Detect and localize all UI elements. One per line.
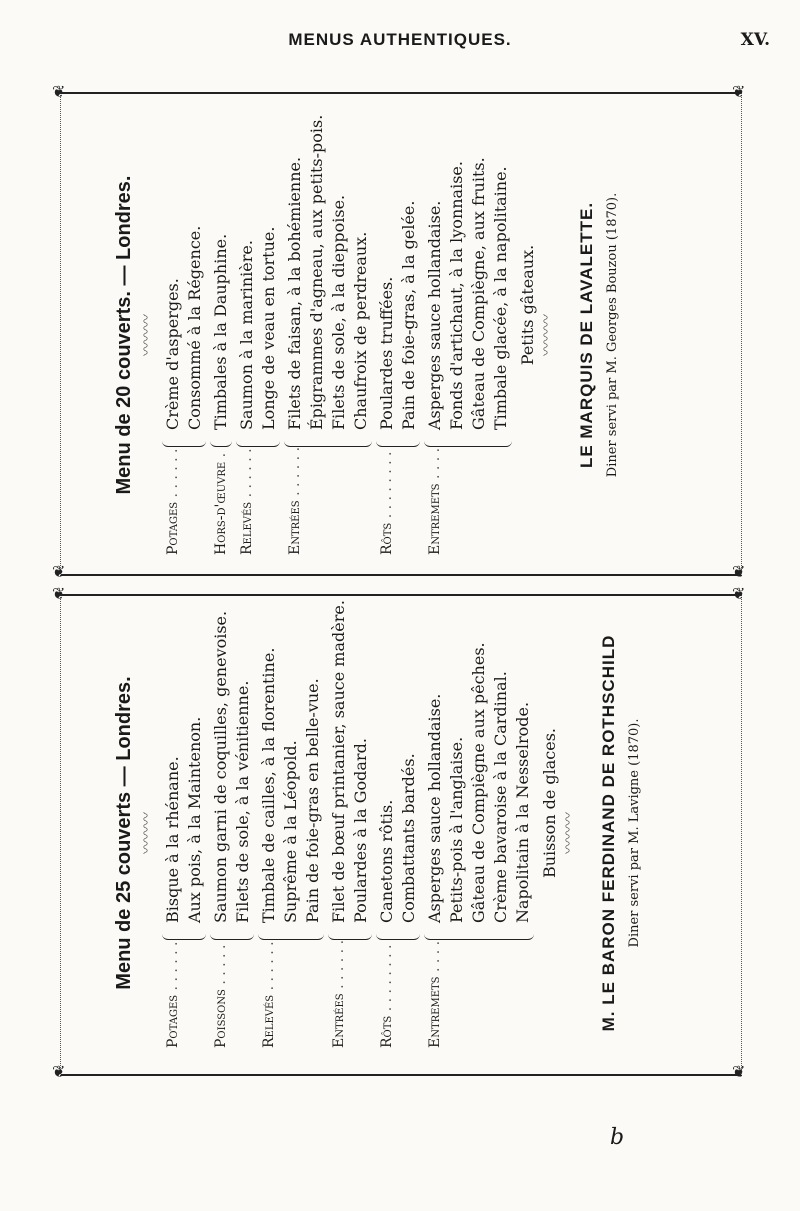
brace (376, 436, 420, 447)
dish: Timbale glacée, à la napolitaine. (491, 166, 510, 430)
section-label: Entrées . . . (328, 940, 372, 1048)
brace (424, 929, 534, 940)
dish: Filets de sole, à la vénitienne. (233, 680, 252, 923)
dish: Fonds d'artichaut, à la lyonnaise. (447, 161, 466, 430)
dish: Timbales à la Dauphine. (211, 233, 230, 430)
brace (424, 436, 512, 447)
dish: Bisque à la rhénane. (163, 756, 182, 923)
dish: Filets de sole, à la dieppoise. (329, 194, 348, 430)
signature-letter: b (610, 1125, 625, 1150)
running-title: MENUS AUTHENTIQUES. (288, 30, 512, 49)
dish: Poulardes truffées. (377, 276, 396, 430)
menu-sections (162, 600, 534, 1058)
section-poissons (210, 608, 254, 1048)
menu-rothschild (108, 600, 678, 1058)
corner-ornament: ❦ (732, 584, 746, 603)
dish: Asperges sauce hollandaise. (425, 200, 444, 430)
section-label: Potages . . . (162, 447, 206, 555)
dish: Suprême à la Léopold. (281, 740, 300, 923)
section-label: Relevés . . . (236, 447, 280, 555)
dish: Épigrammes d'agneau, aux petits-pois. (307, 114, 326, 430)
brace (328, 929, 372, 940)
section-label: Entremets . . . (424, 940, 534, 1048)
section-entrees (284, 105, 372, 555)
menu-lavalette (108, 105, 678, 565)
corner-ornament: ❦ (52, 562, 66, 581)
dish: Longe de veau en tortue. (259, 226, 278, 430)
dish: Asperges sauce hollandaise. (425, 693, 444, 923)
menu-sections (162, 105, 512, 565)
dish: Combattants bardés. (399, 753, 418, 923)
section-releves (236, 105, 280, 555)
section-entremets (424, 105, 512, 555)
section-label: Relevés . . . (258, 940, 324, 1048)
dessert-line: Petits gâteaux. (518, 244, 537, 366)
dish: Filet de bœuf printanier, sauce madère. (329, 600, 348, 923)
section-label: Entrées . . . (284, 447, 372, 555)
squiggle-ornament: 〰〰〰 (139, 812, 155, 854)
dish: Crème d'asperges. (163, 278, 182, 430)
dish: Aux pois, à la Maintenon. (185, 716, 204, 923)
host-name: M. LE BARON FERDINAND DE ROTHSCHILD (599, 634, 618, 1032)
corner-ornament: ❦ (52, 82, 66, 101)
page-header (0, 30, 800, 54)
host-name: LE MARQUIS DE LAVALETTE. (577, 201, 596, 469)
dessert-line: Buisson de glaces. (540, 727, 559, 879)
section-rots (376, 608, 420, 1048)
menu-title: Menu de 25 couverts — Londres. (113, 676, 135, 990)
corner-ornament: ❦ (52, 584, 66, 603)
section-label: Rôts . . . (376, 940, 420, 1048)
page-number: XV. (740, 30, 770, 50)
corner-ornament: ❦ (52, 1062, 66, 1081)
section-entrees (328, 600, 372, 1048)
dish: Petits-pois à l'anglaise. (447, 736, 466, 923)
section-label: Hors-d'œuvre . . . (210, 447, 232, 555)
dish: Gâteau de Compiègne aux pêches. (469, 642, 488, 923)
brace (236, 436, 280, 447)
dish: Crème bavaroise à la Cardinal. (491, 671, 510, 923)
brace (258, 929, 324, 940)
brace (162, 436, 206, 447)
dish: Consommé à la Régence. (185, 225, 204, 430)
corner-ornament: ❦ (732, 562, 746, 581)
section-label: Potages . . . (162, 940, 206, 1048)
dish: Chaufroix de perdreaux. (351, 231, 370, 430)
dish: Poulardes à la Godard. (351, 738, 370, 923)
dish: Napolitain à la Nesselrode. (513, 701, 532, 923)
section-hors-d-oeuvre (210, 105, 232, 555)
squiggle-ornament: 〰〰〰 (539, 314, 555, 356)
brace (210, 929, 254, 940)
dish: Saumon garni de coquilles, genevoise. (211, 610, 230, 923)
brace (376, 929, 420, 940)
served-by: Diner servi par M. Lavigne (1870). (627, 718, 642, 948)
dish: Timbale de cailles, à la florentine. (259, 647, 278, 923)
squiggle-ornament: 〰〰〰 (561, 812, 577, 854)
dish: Pain de foie-gras, à la gelée. (399, 200, 418, 430)
section-releves (258, 608, 324, 1048)
menu-title: Menu de 20 couverts. — Londres. (113, 175, 135, 495)
brace (284, 436, 372, 447)
brace (210, 436, 232, 447)
section-label: Rôts . . . (376, 447, 420, 555)
dish: Saumon à la marinière. (237, 240, 256, 430)
section-potages (162, 608, 206, 1048)
dish: Gâteau de Compiègne, aux fruits. (469, 157, 488, 430)
section-potages (162, 105, 206, 555)
squiggle-ornament: 〰〰〰 (139, 314, 155, 356)
dish: Canetons rôtis. (377, 799, 396, 923)
dish: Pain de foie-gras en belle-vue. (303, 678, 322, 923)
section-entremets (424, 608, 534, 1048)
brace (162, 929, 206, 940)
section-label: Entremets . . . (424, 447, 512, 555)
corner-ornament: ❦ (732, 1062, 746, 1081)
corner-ornament: ❦ (732, 82, 746, 101)
section-label: Poissons . . . (210, 940, 254, 1048)
dish: Filets de faisan, à la bohémienne. (285, 156, 304, 430)
section-rots (376, 105, 420, 555)
served-by: Diner servi par M. Georges Bouzou (1870). (605, 192, 620, 478)
